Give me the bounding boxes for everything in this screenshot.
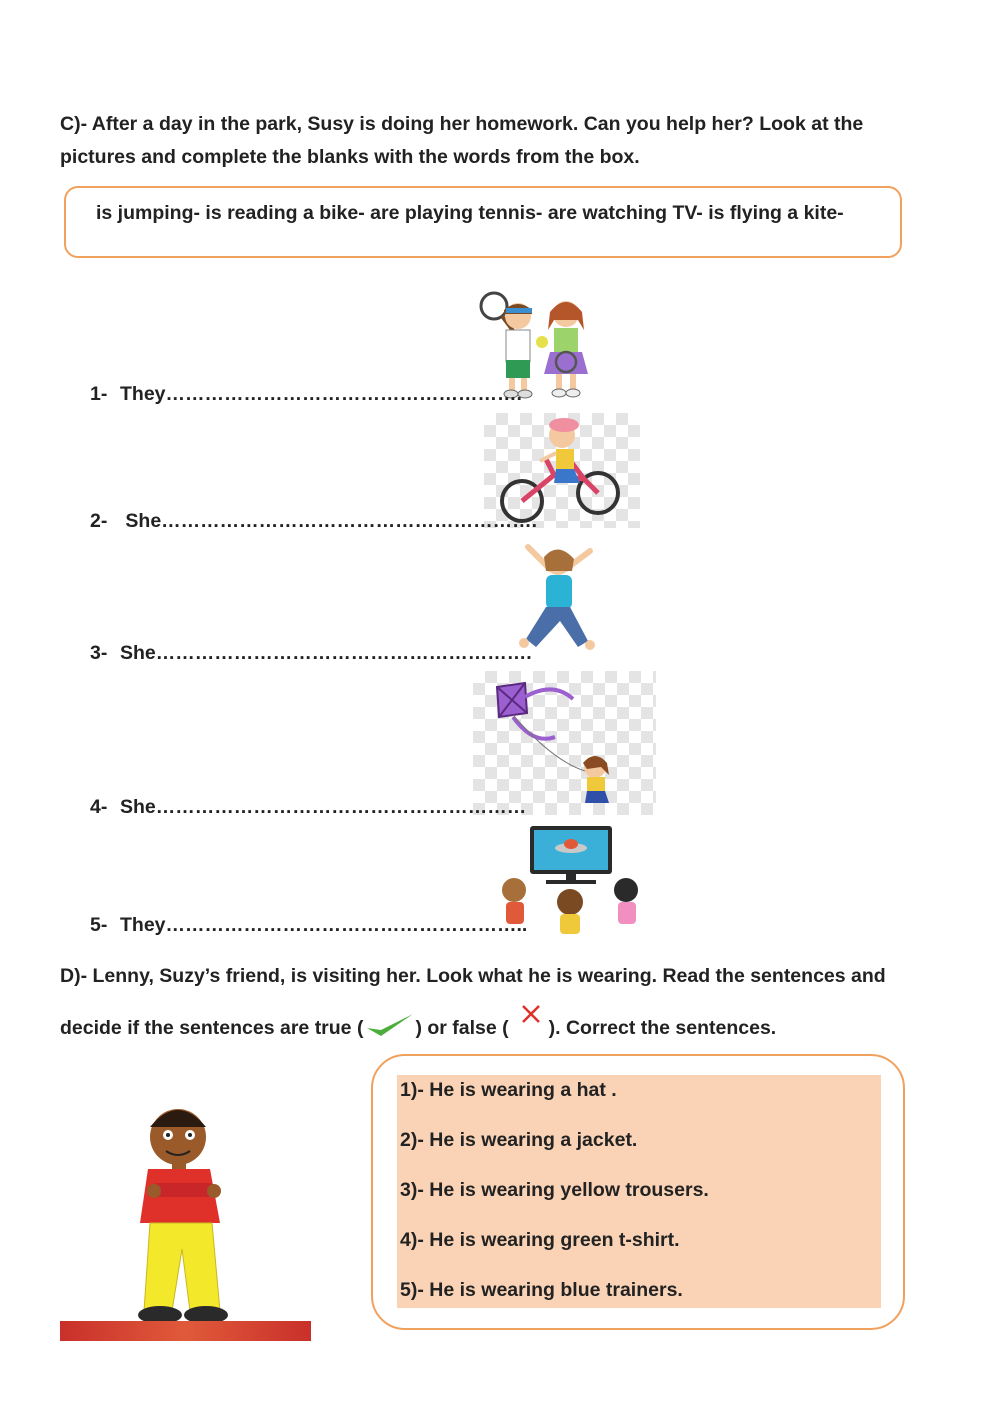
item-4-text: She………………………………………………… xyxy=(120,796,527,818)
sentence-3: 3)- He is wearing yellow trousers. xyxy=(400,1179,709,1201)
instruction-correct-text: ). Correct the sentences. xyxy=(548,1017,777,1039)
item-3-text: She…………………………………………………. xyxy=(120,642,532,664)
sentence-5: 5)- He is wearing blue trainers. xyxy=(400,1279,683,1301)
sentence-1: 1)- He is wearing a hat . xyxy=(400,1079,617,1101)
item-1-number: 1- xyxy=(90,383,108,405)
cross-icon xyxy=(509,1004,549,1032)
item-2-number: 2- xyxy=(90,510,108,532)
section-c-instruction-line2: pictures and complete the blanks with the words from the box. xyxy=(60,146,640,168)
exercise-c-item-5 xyxy=(90,914,527,937)
exercise-c-item-4 xyxy=(90,796,526,819)
section-c-instruction-line1: C)- After a day in the park, Susy is doing her homework. Can you help her? Look at the xyxy=(60,113,864,135)
item-3-number: 3- xyxy=(90,642,108,664)
check-icon xyxy=(363,1012,415,1040)
sentence-4: 4)- He is wearing green t-shirt. xyxy=(400,1229,680,1251)
section-d-instruction-line1: D)- Lenny, Suzy’s friend, is visiting her. Look what he is wearing. Read the sentences and xyxy=(60,965,886,987)
lenny-image xyxy=(60,1053,311,1341)
word-box-text: is jumping- is reading a bike- are playing tennis- are watching TV- is flying a kite- xyxy=(96,202,844,224)
item-5-text: They……………………………………………….. xyxy=(120,914,528,936)
item-5-number: 5- xyxy=(90,914,108,936)
word-box xyxy=(64,186,902,258)
item-4-number: 4- xyxy=(90,796,108,818)
lenny-image-footer-bar xyxy=(60,1321,311,1341)
instruction-true-text: decide if the sentences are true ( xyxy=(60,1017,364,1039)
sentence-2: 2)- He is wearing a jacket. xyxy=(400,1129,638,1151)
instruction-false-text: ) or false ( xyxy=(415,1017,509,1039)
girl-kite-image xyxy=(473,671,656,815)
item-2-text: She…………………………………………………. xyxy=(120,510,538,532)
section-d-instruction-line2 xyxy=(60,1004,776,1045)
item-1-text: They………………………………………………. xyxy=(120,383,522,405)
exercise-c-item-2 xyxy=(90,510,537,533)
exercise-c-item-3 xyxy=(90,642,532,665)
exercise-c-item-1 xyxy=(90,383,522,406)
